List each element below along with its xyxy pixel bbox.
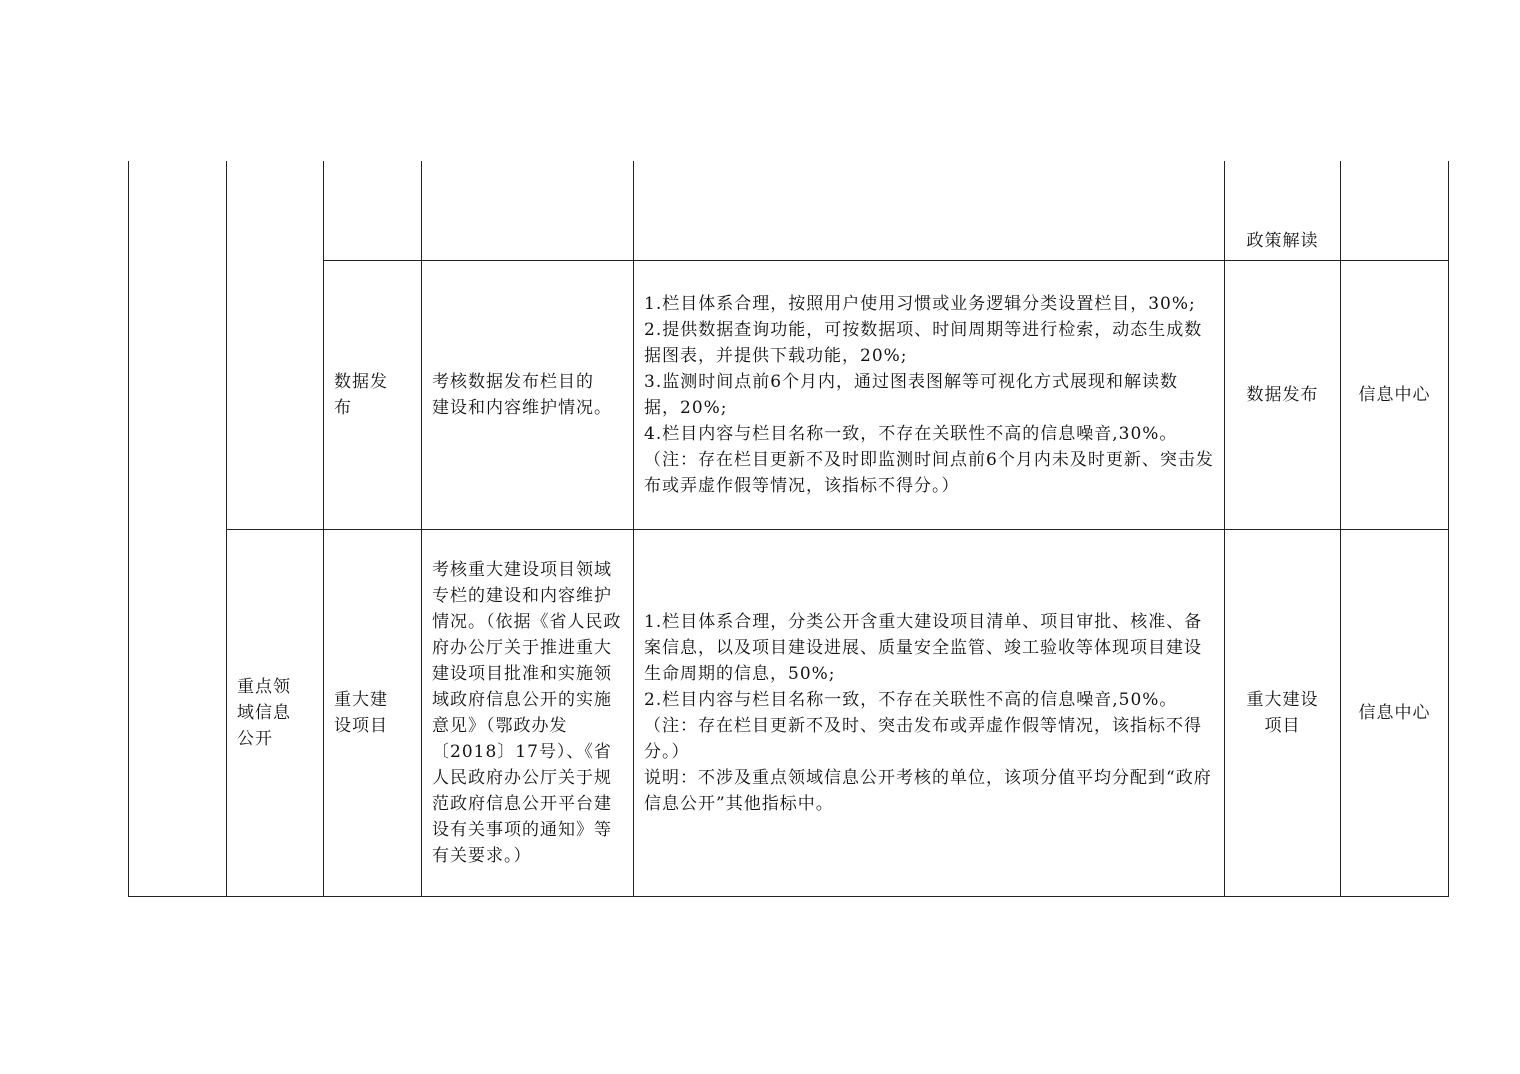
empty-criteria-cell	[634, 161, 1225, 260]
criteria-cell	[634, 260, 1225, 529]
description-text: 考核数据发布栏目的 建设和内容维护情况。	[432, 371, 612, 418]
category-cell	[227, 529, 324, 896]
item-label: 重大建 设项目	[334, 689, 388, 736]
unit-label: 信息中心	[1358, 384, 1431, 405]
description-cell	[422, 260, 634, 529]
table-row-continued	[129, 161, 1449, 260]
criterion-line: 2.提供数据查询功能，可按数据项、时间周期等进行检索，动态生成数据图表，并提供下载功能，20%;	[644, 319, 1203, 366]
resource-cell	[1225, 161, 1341, 260]
category-label: 重点领 域信息 公开	[237, 676, 291, 749]
criterion-line: 3.监测时间点前6个月内，通过图表图解等可视化方式展现和解读数据，20%;	[644, 371, 1179, 418]
criterion-note: （注：存在栏目更新不及时、突击发布或弄虚作假等情况，该指标不得分。）	[644, 715, 1202, 762]
empty-dimension-cell	[129, 161, 227, 896]
unit-cell	[1341, 260, 1449, 529]
resource-cell	[1225, 260, 1341, 529]
criterion-remark: 说明：不涉及重点领域信息公开考核的单位，该项分值平均分配到“政府信息公开”其他指标中。	[644, 767, 1212, 814]
criterion-line: 4.栏目内容与栏目名称一致，不存在关联性不高的信息噪音,30%。	[644, 423, 1178, 444]
resource-label: 数据发布	[1246, 384, 1319, 405]
item-cell	[324, 260, 422, 529]
table-row-major-projects	[129, 529, 1449, 896]
description-text: 考核重大建设项目领域专栏的建设和内容维护情况。（依据《省人民政府办公厅关于推进重大建设项目批准和实施领域政府信息公开的实施意见》（鄂政办发〔2018〕17号）、《省人民政府办公厅关于规范政府信息公开平台建设有关事项的通知》等有关要求。）	[432, 559, 622, 866]
criterion-line: 2.栏目内容与栏目名称一致，不存在关联性不高的信息噪音,50%。	[644, 689, 1178, 710]
resource-label: 重大建设 项目	[1246, 689, 1319, 736]
item-cell	[324, 529, 422, 896]
empty-category-cell	[227, 161, 324, 529]
criterion-line: 1.栏目体系合理，按照用户使用习惯或业务逻辑分类设置栏目，30%;	[644, 293, 1196, 314]
empty-item-cell	[324, 161, 422, 260]
item-label: 数据发 布	[334, 371, 388, 418]
description-cell	[422, 529, 634, 896]
criteria-cell	[634, 529, 1225, 896]
table-row-data-release	[129, 260, 1449, 529]
resource-cell	[1225, 529, 1341, 896]
empty-unit-cell	[1341, 161, 1449, 260]
assessment-table-page	[128, 161, 1448, 897]
empty-description-cell	[422, 161, 634, 260]
assessment-table	[128, 161, 1449, 897]
unit-cell	[1341, 529, 1449, 896]
resource-label: 政策解读	[1246, 230, 1319, 251]
criterion-note: （注：存在栏目更新不及时即监测时间点前6个月内未及时更新、突击发布或弄虚作假等情况，该指标不得分。）	[644, 449, 1214, 496]
criterion-line: 1.栏目体系合理，分类公开含重大建设项目清单、项目审批、核准、备案信息，以及项目建设进展、质量安全监管、竣工验收等体现项目建设生命周期的信息，50%;	[644, 611, 1203, 684]
unit-label: 信息中心	[1358, 702, 1431, 723]
